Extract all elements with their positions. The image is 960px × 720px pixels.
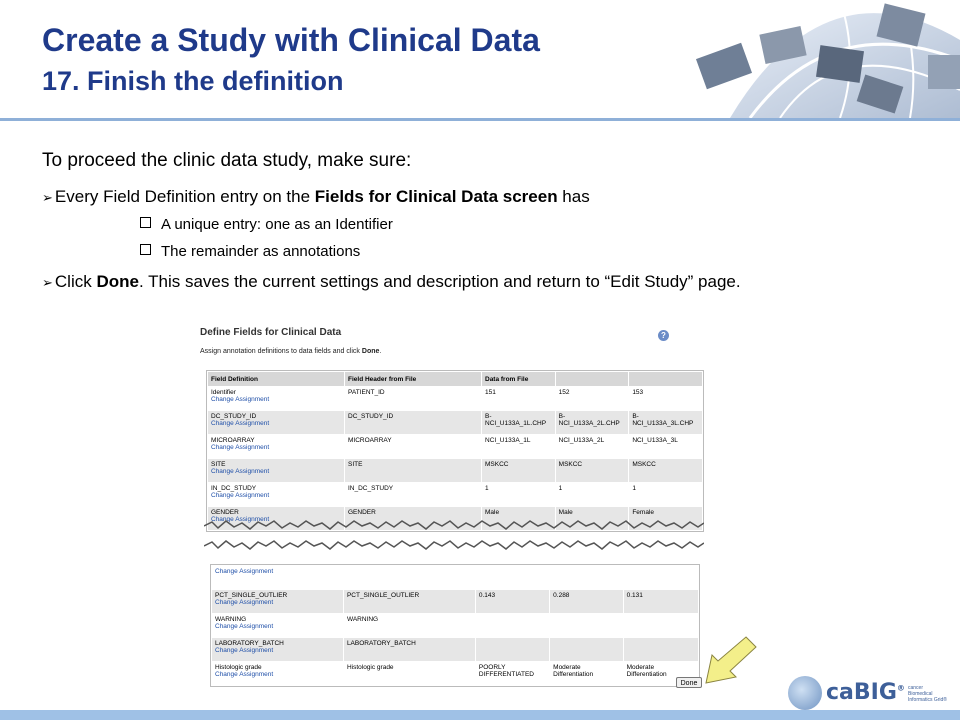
data-cell: 1 — [555, 483, 629, 507]
change-assignment-link[interactable]: Change Assignment — [211, 396, 270, 403]
table-row — [208, 483, 703, 507]
table-header-row — [208, 372, 703, 387]
field-name: WARNING — [215, 616, 247, 623]
change-assignment-link[interactable]: Change Assignment — [215, 647, 274, 654]
logo-tagline: cancer Biomedical Informatics Grid® — [908, 685, 947, 703]
data-cell: 152 — [555, 387, 629, 411]
help-icon[interactable]: ? — [658, 330, 669, 341]
data-cell: Male — [482, 507, 556, 531]
change-assignment-link[interactable]: Change Assignment — [211, 516, 270, 523]
callout-arrow-icon — [700, 635, 760, 685]
field-definition-cell — [212, 614, 344, 638]
data-cell: Female — [629, 507, 703, 531]
field-name: Histologic grade — [215, 664, 262, 671]
torn-edge-divider — [204, 518, 704, 554]
data-cell: 0.288 — [550, 590, 623, 614]
column-header: Field Definition — [208, 372, 345, 387]
field-header-cell: LABORATORY_BATCH — [343, 638, 475, 662]
field-name: LABORATORY_BATCH — [215, 640, 284, 647]
field-header-cell: IN_DC_STUDY — [345, 483, 482, 507]
change-assignment-link[interactable]: Change Assignment — [215, 599, 274, 606]
field-name: GENDER — [211, 509, 239, 516]
data-cell — [550, 614, 623, 638]
field-name: MICROARRAY — [211, 437, 255, 444]
data-cell: B-NCI_U133A_1L.CHP — [482, 411, 556, 435]
field-definition-cell — [208, 459, 345, 483]
checkbox-bullet-icon — [140, 217, 151, 228]
field-definition-cell — [212, 566, 344, 590]
field-header-cell — [343, 566, 475, 590]
done-keyword: Done — [96, 272, 139, 291]
field-header-cell: MICROARRAY — [345, 435, 482, 459]
bullet-click-done: ➢ Click Done. This saves the current settings and description and return to “Edit Study” page. — [42, 272, 741, 291]
fields-table-bottom — [210, 564, 700, 687]
field-header-cell: SITE — [345, 459, 482, 483]
field-name: PCT_SINGLE_OUTLIER — [215, 592, 288, 599]
logo-text: caBIG® — [826, 680, 905, 705]
bullet-field-definitions: ➢ Every Field Definition entry on the Fields for Clinical Data screen has — [42, 187, 590, 206]
change-assignment-link[interactable]: Change Assignment — [211, 492, 270, 499]
data-cell: NCI_U133A_1L — [482, 435, 556, 459]
field-name: IN_DC_STUDY — [211, 485, 257, 492]
field-header-cell: PATIENT_ID — [345, 387, 482, 411]
data-cell: 1 — [629, 483, 703, 507]
table-row — [212, 662, 699, 686]
header-divider — [0, 118, 960, 121]
field-header-cell: Histologic grade — [343, 662, 475, 686]
table-row — [212, 566, 699, 590]
table-row — [212, 614, 699, 638]
intro-text: To proceed the clinic data study, make sure: — [42, 150, 412, 171]
data-cell — [550, 566, 623, 590]
field-header-cell: GENDER — [345, 507, 482, 531]
column-header — [555, 372, 629, 387]
data-cell: NCI_U133A_2L — [555, 435, 629, 459]
field-definition-cell — [208, 411, 345, 435]
change-assignment-link[interactable]: Change Assignment — [211, 420, 270, 427]
table-row — [208, 387, 703, 411]
data-cell: 0.131 — [623, 590, 698, 614]
sub-bullet-annotations: The remainder as annotations — [140, 243, 360, 260]
column-header — [629, 372, 703, 387]
arrow-bullet-icon: ➢ — [42, 275, 53, 290]
data-cell: B-NCI_U133A_2L.CHP — [555, 411, 629, 435]
field-header-cell: WARNING — [343, 614, 475, 638]
data-cell — [623, 614, 698, 638]
field-name: DC_STUDY_ID — [211, 413, 257, 420]
data-cell: 0.143 — [475, 590, 549, 614]
table-row — [208, 459, 703, 483]
field-definition-cell — [212, 638, 344, 662]
change-assignment-link[interactable]: Change Assignment — [211, 444, 270, 451]
data-cell: Moderate Differentiation — [623, 662, 698, 686]
data-cell: Male — [555, 507, 629, 531]
column-header: Field Header from File — [345, 372, 482, 387]
table-row — [208, 411, 703, 435]
field-definition-cell — [212, 590, 344, 614]
globe-logo-icon — [788, 676, 822, 710]
data-cell — [475, 614, 549, 638]
fields-table-top — [206, 370, 704, 532]
data-cell: MSKCC — [555, 459, 629, 483]
field-name: SITE — [211, 461, 226, 468]
table-row — [212, 638, 699, 662]
arrow-bullet-icon: ➢ — [42, 190, 53, 205]
globe-image-icon — [690, 0, 960, 118]
change-assignment-link[interactable]: Change Assignment — [211, 468, 270, 475]
change-assignment-link[interactable]: Change Assignment — [215, 568, 274, 575]
data-cell — [623, 638, 698, 662]
field-definition-cell — [208, 435, 345, 459]
change-assignment-link[interactable]: Change Assignment — [215, 671, 274, 678]
screen-instruction: Assign annotation definitions to data fields and click Done. — [200, 348, 382, 355]
field-definition-cell — [212, 662, 344, 686]
field-header-cell: DC_STUDY_ID — [345, 411, 482, 435]
data-cell: 1 — [482, 483, 556, 507]
data-cell: 153 — [629, 387, 703, 411]
footer-bar — [0, 710, 960, 720]
done-button[interactable]: Done — [676, 677, 702, 688]
data-cell: 151 — [482, 387, 556, 411]
field-definition-cell — [208, 387, 345, 411]
data-cell: Moderate Differentiation — [550, 662, 623, 686]
field-definition-cell — [208, 483, 345, 507]
data-cell: POORLY DIFFERENTIATED — [475, 662, 549, 686]
slide-subtitle: 17. Finish the definition — [42, 66, 344, 96]
data-cell — [550, 638, 623, 662]
change-assignment-link[interactable]: Change Assignment — [215, 623, 274, 630]
define-fields-screenshot — [200, 322, 705, 692]
column-header: Data from File — [482, 372, 556, 387]
sub-bullet-identifier: A unique entry: one as an Identifier — [140, 216, 393, 233]
data-cell: NCI_U133A_3L — [629, 435, 703, 459]
screen-title: Define Fields for Clinical Data — [200, 327, 342, 338]
field-name: Identifier — [211, 389, 236, 396]
checkbox-bullet-icon — [140, 244, 151, 255]
data-cell — [475, 566, 549, 590]
data-cell: B-NCI_U133A_3L.CHP — [629, 411, 703, 435]
data-cell: MSKCC — [629, 459, 703, 483]
slide-title: Create a Study with Clinical Data — [42, 22, 540, 58]
data-cell: MSKCC — [482, 459, 556, 483]
fields-screen-name: Fields for Clinical Data screen — [314, 187, 558, 206]
data-cell — [623, 566, 698, 590]
table-row — [208, 435, 703, 459]
table-row — [212, 590, 699, 614]
field-header-cell: PCT_SINGLE_OUTLIER — [343, 590, 475, 614]
data-cell — [475, 638, 549, 662]
